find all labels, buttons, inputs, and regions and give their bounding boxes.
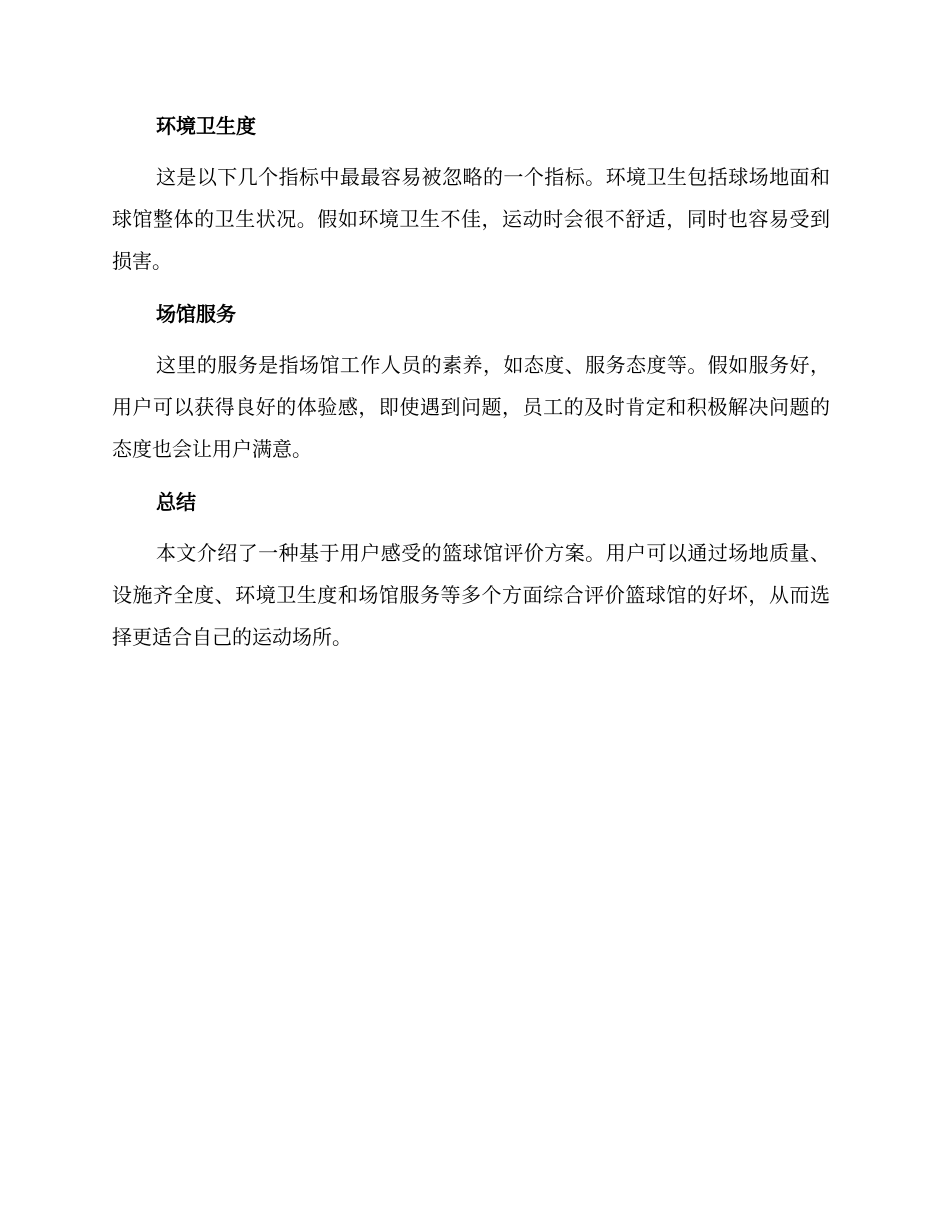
section-summary — [112, 488, 830, 658]
section-heading: 总结 — [156, 490, 196, 514]
section-paragraph: 这是以下几个指标中最最容易被忽略的一个指标。环境卫生包括球场地面和球馆整体的卫生状况。假如环境卫生不佳，运动时会很不舒适，同时也容易受到损害。 — [112, 165, 830, 273]
section-paragraph: 这里的服务是指场馆工作人员的素养，如态度、服务态度等。假如服务好，用户可以获得良好的体验感，即使遇到问题，员工的及时肯定和积极解决问题的态度也会让用户满意。 — [112, 353, 830, 461]
section-paragraph: 本文介绍了一种基于用户感受的篮球馆评价方案。用户可以通过场地质量、设施齐全度、环境卫生度和场馆服务等多个方面综合评价篮球馆的好坏，从而选择更适合自己的运动场所。 — [112, 541, 830, 649]
section-heading: 环境卫生度 — [156, 114, 256, 138]
section-heading: 场馆服务 — [156, 302, 236, 326]
section-environment-hygiene — [112, 112, 830, 282]
section-venue-service — [112, 300, 830, 470]
